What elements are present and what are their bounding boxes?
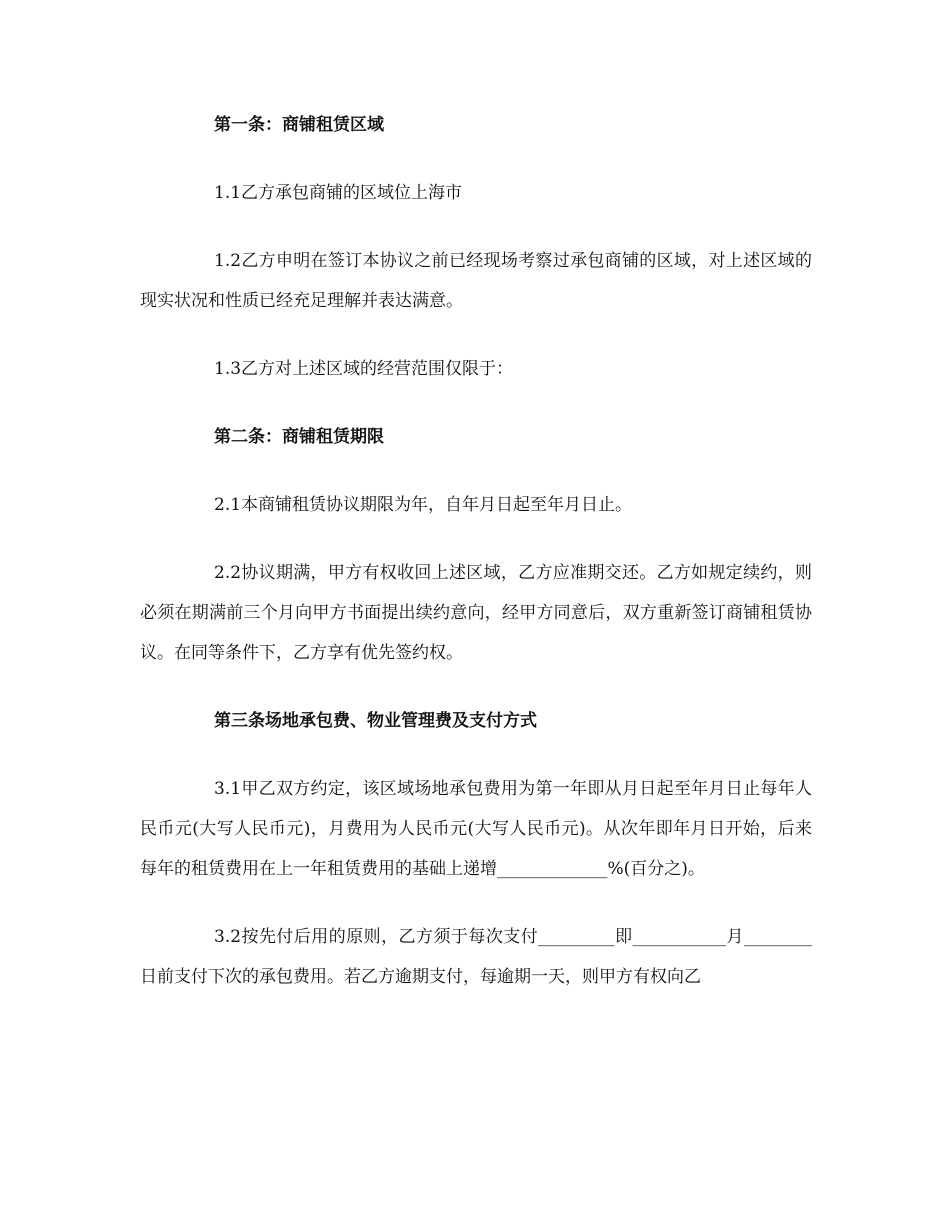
section1-clause-2: 1.2乙方申明在签订本协议之前已经现场考察过承包商铺的区域，对上述区域的现实状况和性质已经充足理解并表达满意。 bbox=[140, 251, 812, 311]
section1-clause-1: 1.1乙方承包商铺的区域位上海市 bbox=[214, 183, 463, 203]
section3-heading: 第三条场地承包费、物业管理费及支付方式 bbox=[214, 711, 537, 731]
section1-clause-3: 1.3乙方对上述区域的经营范围仅限于： bbox=[214, 359, 514, 379]
section2-heading: 第二条：商铺租赁期限 bbox=[214, 427, 384, 447]
contract-body bbox=[140, 105, 812, 1025]
section3-clause-1: 3.1甲乙双方约定，该区域场地承包费用为第一年即从月日起至年月日止每年人民币元(大写人民币元)，月费用为人民币元(大写人民币元)。从次年即年月日开始，后来每年的租赁费用在上一年租赁费用的基础上递增_____________%(百分之)。 bbox=[140, 779, 812, 879]
section1-heading: 第一条：商铺租赁区域 bbox=[214, 115, 384, 135]
section3-clause-2: 3.2按先付后用的原则，乙方须于每次支付_________即___________月________日前支付下次的承包费用。若乙方逾期支付，每逾期一天，则甲方有权向乙 bbox=[140, 927, 812, 987]
section2-clause-1: 2.1本商铺租赁协议期限为年，自年月日起至年月日止。 bbox=[214, 495, 633, 515]
section2-clause-2: 2.2协议期满，甲方有权收回上述区域，乙方应准期交还。乙方如规定续约，则必须在期满前三个月向甲方书面提出续约意向，经甲方同意后，双方重新签订商铺租赁协议。在同等条件下，乙方享有优先签约权。 bbox=[140, 563, 812, 663]
